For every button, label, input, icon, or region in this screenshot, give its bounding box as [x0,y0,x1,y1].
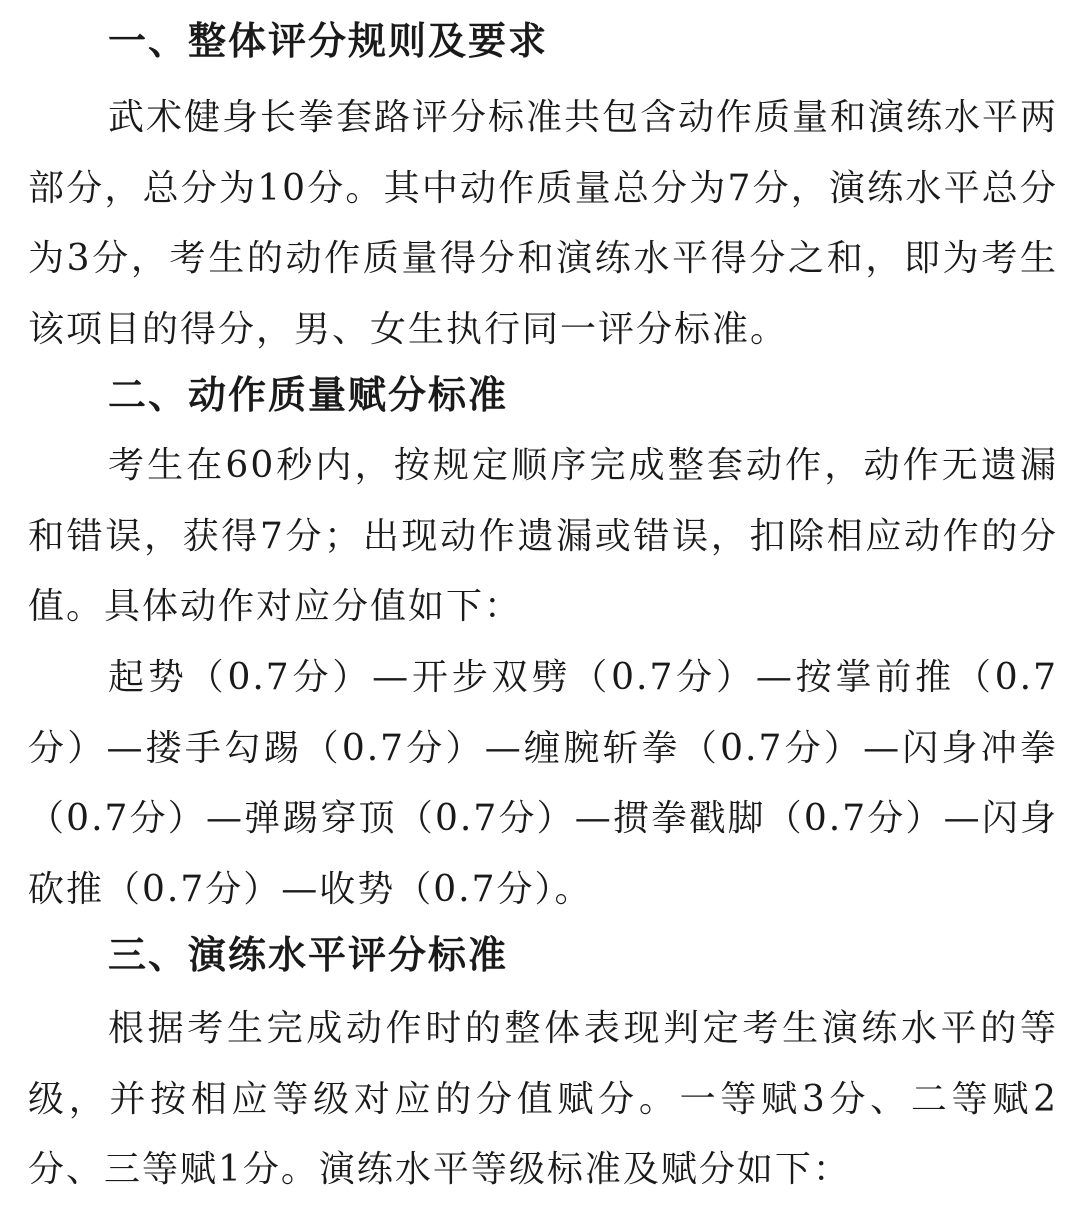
paragraph-action-quality: 考生在60秒内，按规定顺序完成整套动作，动作无遗漏和错误，获得7分；出现动作遗漏或错误，扣除相应动作的分值。具体动作对应分值如下： [28,445,1058,627]
section-heading-overall-rules: 一、整体评分规则及要求 [108,19,549,63]
paragraph-overall-rules: 武术健身长拳套路评分标准共包含动作质量和演练水平两部分，总分为10分。其中动作质量总分为7分，演练水平总分为3分，考生的动作质量得分和演练水平得分之和，即为考生该项目的得分，男、女生执行同一评分标准。 [28,97,1059,350]
section-heading-action-quality: 二、动作质量赋分标准 [108,373,509,417]
section-heading-performance-level: 三、演练水平评分标准 [108,933,509,977]
paragraph-action-sequence: 起势（0.7分）—开步双劈（0.7分）—按掌前推（0.7分）—搂手勾踢（0.7分）—缠腕斩拳（0.7分）—闪身冲拳（0.7分）—弹踢穿顶（0.7分）—掼拳戳脚（0.7分）—闪身砍推（0.7分）—收势（0.7分）。 [28,657,1058,910]
paragraph-performance-level: 根据考生完成动作时的整体表现判定考生演练水平的等级，并按相应等级对应的分值赋分。一等赋3分、二等赋2分、三等赋1分。演练水平等级标准及赋分如下： [28,1008,1058,1190]
